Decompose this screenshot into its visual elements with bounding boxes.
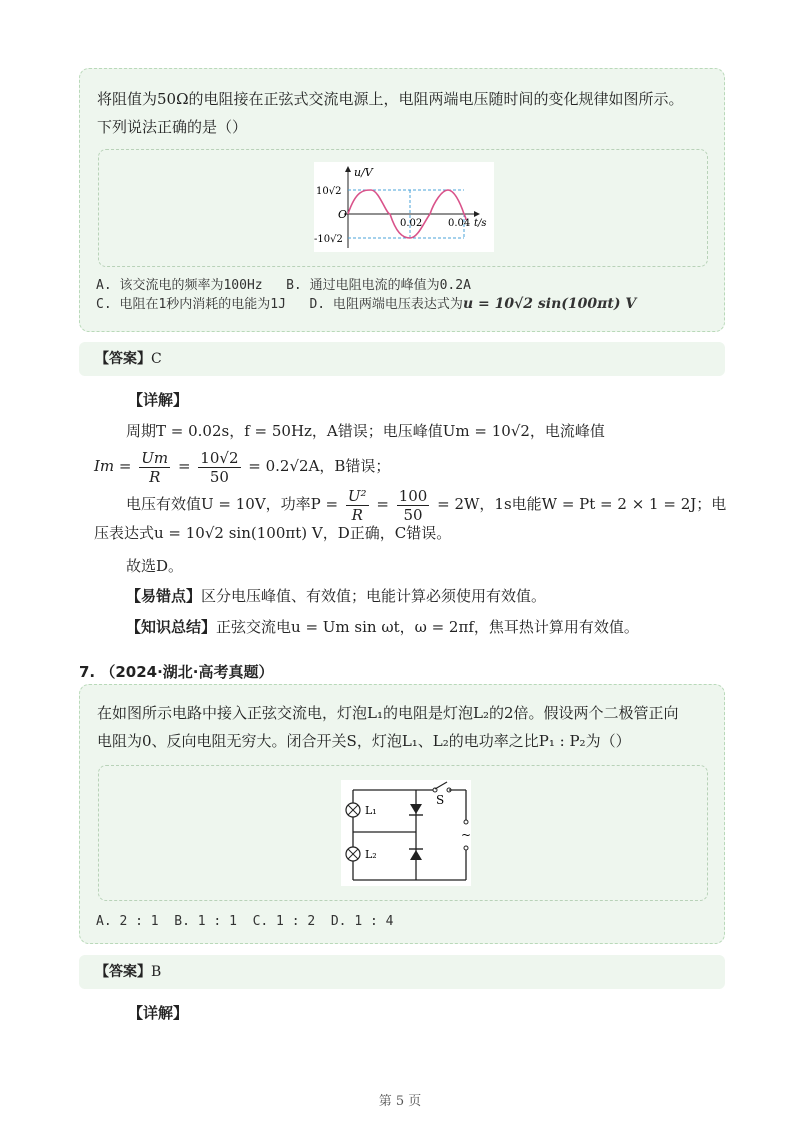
option-row-2 [96, 296, 636, 313]
option-d-formula: u = 10√2 sin(100πt) V [462, 296, 637, 312]
option-d-prefix: D. 电阻两端电压表达式为 [309, 297, 463, 312]
fraction-numerator: 100 [398, 486, 428, 505]
explanation-line-2 [94, 446, 390, 486]
explanation-line-4: 压表达式u = 10√2 sin(100πt) V，D正确，C错误。 [94, 524, 452, 542]
question-6-stem [97, 85, 710, 141]
fraction-um-over-r [139, 449, 170, 486]
current-peak-result: = 0.2√2A，B错误； [248, 457, 391, 475]
lamp-l1-icon [346, 803, 360, 817]
circuit-diagram [341, 780, 471, 886]
question-6-stem-line2: 下列说法正确的是（） [97, 118, 248, 136]
mistake-point [126, 585, 546, 607]
lamp-l2-icon [346, 847, 360, 861]
explanation-tag: 【详解】 [128, 391, 189, 409]
lamp-l1-label: L₁ [365, 804, 377, 817]
answer-tag: 【答案】 [95, 351, 151, 367]
equals-sign: = [376, 495, 389, 513]
explanation-line-1: 周期T = 0.02s，f = 50Hz，A错误；电压峰值Um = 10√2，电流峰值 [126, 422, 605, 440]
question-6-stem-line1: 将阻值为50Ω的电阻接在正弦式交流电源上，电阻两端电压随时间的变化规律如图所示。 [97, 90, 684, 108]
question-7-figure-frame [98, 765, 708, 901]
question-6-options [96, 277, 636, 313]
question-7-header: 7. （2024·湖北·高考真题） [79, 663, 274, 681]
option-a[interactable]: A. 2 : 1 [96, 914, 159, 929]
fraction-numerator: Um [141, 448, 169, 467]
summary-tag: 【知识总结】 [126, 618, 217, 636]
x-axis-label: t/s [474, 218, 487, 229]
answer-value: C [151, 351, 162, 367]
page-number: 第 5 页 [378, 1094, 422, 1109]
fraction-numerator: U² [347, 486, 367, 505]
fraction-value [198, 449, 240, 486]
lamp-l2-label: L₂ [365, 848, 377, 861]
current-peak-symbol: Im = [94, 457, 132, 475]
x-tick-1-label: 0.02 [400, 218, 423, 229]
question-7-card [79, 684, 725, 944]
mistake-text: 区分电压峰值、有效值；电能计算必须使用有效值。 [201, 587, 547, 605]
option-row-1 [96, 277, 636, 294]
power-formula-left: 电压有效值U = 10V，功率P = [126, 495, 339, 513]
source-label: ~ [461, 828, 471, 842]
explanation-line-3 [126, 484, 726, 524]
option-d[interactable] [309, 297, 636, 312]
answer-tag: 【答案】 [95, 964, 151, 980]
y-axis-label: u/V [354, 166, 373, 179]
question-6-figure-frame [98, 149, 708, 267]
mistake-tag: 【易错点】 [126, 587, 202, 605]
origin-label: O [338, 208, 348, 221]
fraction-u2-over-r [346, 487, 369, 524]
fraction-denominator: 50 [403, 505, 423, 524]
question-6-answer-bar [79, 342, 725, 376]
equals-sign: = [177, 457, 191, 475]
fraction-denominator: 50 [209, 467, 229, 486]
switch-label: S [436, 793, 445, 807]
question-7-stem-line1: 在如图所示电路中接入正弦交流电，灯泡L₁的电阻是灯泡L₂的2倍。假设两个二极管正向 [97, 704, 679, 722]
option-b[interactable]: B. 通过电阻电流的峰值为0.2A [286, 278, 471, 293]
option-a[interactable]: A. 该交流电的频率为100Hz [96, 278, 263, 293]
x-tick-2-label: 0.04 [448, 218, 471, 229]
power-formula-right: = 2W，1s电能W = Pt = 2 × 1 = 2J；电 [437, 495, 727, 513]
question-7-options [96, 913, 393, 930]
question-7-stem-line2: 电阻为0、反向电阻无穷大。闭合开关S，灯泡L₁、L₂的电功率之比P₁ : P₂为（） [97, 732, 631, 750]
fraction-numerator: 10√2 [200, 448, 239, 467]
y-bottom-label: -10√2 [314, 234, 343, 245]
fraction-denominator: R [149, 467, 161, 486]
option-d[interactable]: D. 1 : 4 [330, 914, 394, 929]
question-7-answer-bar [79, 955, 725, 989]
knowledge-summary [126, 616, 639, 638]
fraction-value [397, 487, 430, 524]
summary-text: 正弦交流电u = Um sin ωt，ω = 2πf，焦耳热计算用有效值。 [216, 618, 639, 636]
option-c[interactable]: C. 电阻在1秒内消耗的电能为1J [96, 297, 286, 312]
explanation-line-5: 故选D。 [126, 557, 184, 575]
question-7-stem [97, 699, 710, 755]
option-b[interactable]: B. 1 : 1 [174, 914, 237, 929]
y-top-label: 10√2 [316, 186, 342, 197]
question-6-card [79, 68, 725, 332]
answer-value: B [151, 964, 162, 980]
voltage-time-graph [314, 162, 494, 252]
question-7-explanation-tag: 【详解】 [128, 1004, 189, 1022]
fraction-denominator: R [351, 505, 363, 524]
option-c[interactable]: C. 1 : 2 [252, 914, 316, 929]
